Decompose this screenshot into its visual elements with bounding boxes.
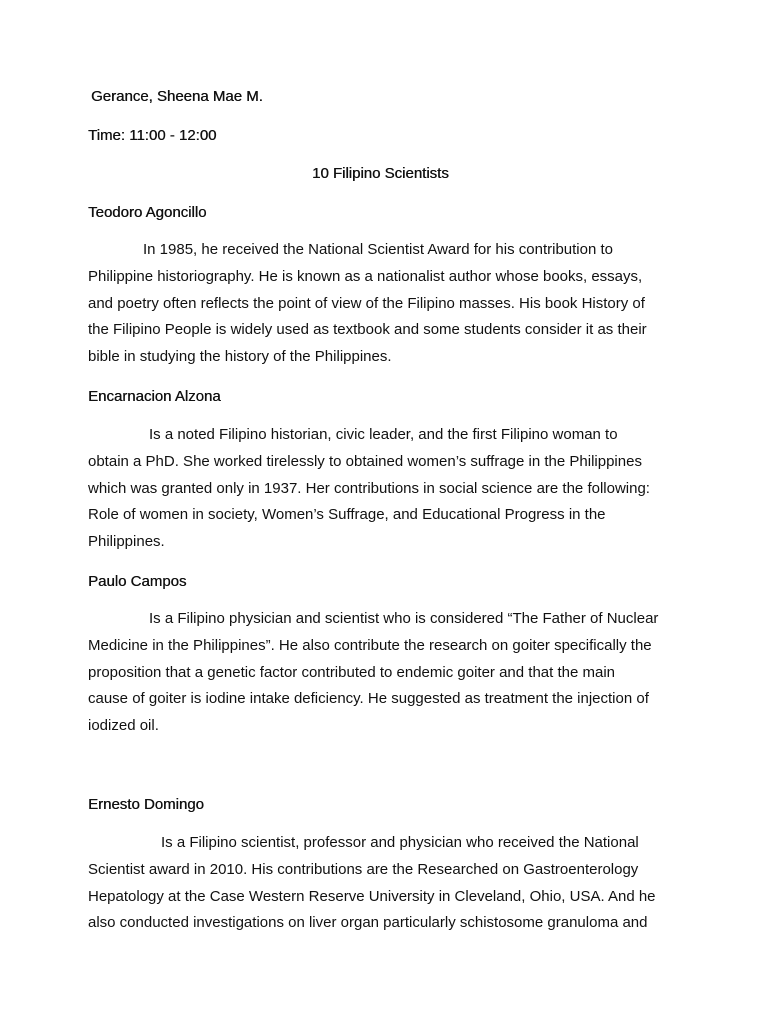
paragraph-line: iodized oil. bbox=[88, 717, 159, 735]
section-heading: Teodoro Agoncillo bbox=[88, 204, 207, 221]
section-heading: Ernesto Domingo bbox=[88, 796, 204, 813]
paragraph-line: Philippines. bbox=[88, 533, 165, 551]
student-name: Gerance, Sheena Mae M. bbox=[91, 88, 263, 105]
paragraph-line: Role of women in society, Women’s Suffrage, and Educational Progress in the bbox=[88, 506, 606, 524]
time-slot: Time: 11:00 - 12:00 bbox=[88, 127, 217, 144]
section-heading: Paulo Campos bbox=[88, 573, 187, 590]
section-paragraph bbox=[88, 237, 688, 371]
section-paragraph bbox=[88, 606, 688, 740]
paragraph-line: Scientist award in 2010. His contributions are the Researched on Gastroenterology bbox=[88, 860, 639, 878]
paragraph-line: also conducted investigations on liver organ particularly schistosome granuloma and bbox=[88, 914, 648, 932]
paragraph-line: Is a noted Filipino historian, civic leader, and the first Filipino woman to bbox=[149, 426, 618, 443]
paragraph-line: Medicine in the Philippines”. He also contribute the research on goiter specifically the bbox=[88, 636, 652, 654]
paragraph-line: In 1985, he received the National Scientist Award for his contribution to bbox=[143, 241, 614, 258]
paragraph-line: which was granted only in 1937. Her contributions in social science are the following: bbox=[88, 479, 650, 497]
paragraph-line: Philippine historiography. He is known as a nationalist author whose books, essays, bbox=[88, 267, 643, 285]
paragraph-line: obtain a PhD. She worked tirelessly to obtained women’s suffrage in the Philippines bbox=[88, 452, 642, 470]
section-paragraph bbox=[88, 830, 688, 937]
section-heading: Encarnacion Alzona bbox=[88, 388, 221, 405]
section-paragraph bbox=[88, 422, 688, 556]
paragraph-line: Is a Filipino physician and scientist who is considered “The Father of Nuclear bbox=[149, 610, 659, 627]
paragraph-line: Is a Filipino scientist, professor and physician who received the National bbox=[161, 834, 639, 851]
paragraph-line: and poetry often reflects the point of view of the Filipino masses. His book History of bbox=[88, 294, 645, 312]
paragraph-line: Hepatology at the Case Western Reserve University in Cleveland, Ohio, USA. And he bbox=[88, 887, 656, 905]
paragraph-line: bible in studying the history of the Philippines. bbox=[88, 348, 392, 366]
document-title: 10 Filipino Scientists bbox=[312, 165, 449, 182]
paragraph-line: cause of goiter is iodine intake deficiency. He suggested as treatment the injection of bbox=[88, 690, 649, 708]
paragraph-line: proposition that a genetic factor contributed to endemic goiter and that the main bbox=[88, 663, 615, 681]
paragraph-line: the Filipino People is widely used as textbook and some students consider it as their bbox=[88, 321, 647, 339]
